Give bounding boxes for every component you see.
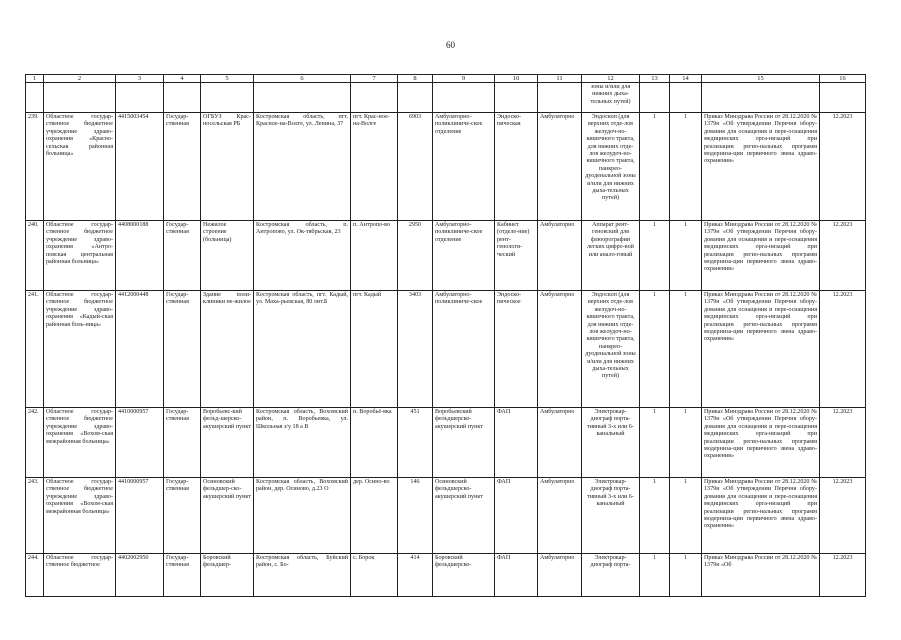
room-type: ФАП — [495, 478, 538, 554]
organization-name: Областное государ-ственное бюджетное — [44, 554, 116, 597]
department-name: Воробьевский фельдшерско-акушерский пункт — [433, 408, 495, 478]
page-number: 60 — [446, 40, 455, 50]
ownership-form: Государ-ственная — [164, 554, 201, 597]
facility-name: Воробьевс-кий фельд-шерско-акушерский пункт — [201, 408, 254, 478]
equipment-name: Электрокар-диограф порта- — [582, 554, 640, 597]
quantity-2: 1 — [670, 113, 702, 221]
department-name: Осиновский фельдшерско-акушерский пункт — [433, 478, 495, 554]
column-number: 14 — [670, 75, 702, 83]
equipment-name: Эндоскоп (для верхних отде-лов желудоч-но-кишечного тракта, для нижних отде-лов желудоч-но-кишечного тракта, панкрео-дуоденальной зоны и/или для нижних дыха-тельных путей) — [582, 291, 640, 408]
organization-name: Областное государ-ственное бюджетное учреждение здраво-охранения «Кадый-ская районная боль-ница» — [44, 291, 116, 408]
quantity-1: 1 — [640, 291, 670, 408]
locality-name: п. Антропо-во — [351, 221, 398, 291]
equipment-name: Электрокар-диограф порта-тивный 3-х или 6-канальный — [582, 478, 640, 554]
locality-name: с. Борок — [351, 554, 398, 597]
facility-name: Боровский фельдшер- — [201, 554, 254, 597]
population-count: 3403 — [398, 291, 433, 408]
deadline-date: 12.2023 — [820, 113, 866, 221]
column-number: 12 — [582, 75, 640, 83]
facility-address: Костромская область, Буйский район, с. Бо- — [254, 554, 351, 597]
ownership-form: Государ-ственная — [164, 291, 201, 408]
continuation-equipment: зоны и/или для нижних дыха-тельных путей) — [582, 83, 640, 113]
row-number: 244. — [26, 554, 44, 597]
quantity-1: 1 — [640, 554, 670, 597]
population-count: 2950 — [398, 221, 433, 291]
column-number: 2 — [44, 75, 116, 83]
quantity-1: 1 — [640, 113, 670, 221]
legal-basis: Приказ Минздрава России от 28.12.2020 № 1379н «Об утверждении Перечня обору-дования для оснащения и пере-оснащения медицинских орга-низаций при реализации регио-нальных программ модерниза-ции первичного звена здраво-охранения» — [702, 221, 820, 291]
locality-name: дер. Осино-во — [351, 478, 398, 554]
row-number: 242. — [26, 408, 44, 478]
column-number: 4 — [164, 75, 201, 83]
table-row — [26, 554, 866, 597]
column-number: 1 — [26, 75, 44, 83]
department-name: Боровский фельдшерско- — [433, 554, 495, 597]
facility-address: Костромская область, п. Антропово, ул. Ок-тябрьская, 23 — [254, 221, 351, 291]
facility-name: ОГБУЗ Крас-носельская РБ — [201, 113, 254, 221]
equipment-name: Эндоскоп (для верхних отде-лов желудоч-но-кишечного тракта, для нижних отде-лов желудоч-но-кишечного тракта, панкрео-дуоденальной зоны и/или для нижних дыха-тельных путей) — [582, 113, 640, 221]
care-conditions: Амбулаторно — [538, 291, 582, 408]
column-number: 15 — [702, 75, 820, 83]
quantity-2: 1 — [670, 478, 702, 554]
facility-address: Костромская область, пгт. Кадый, ул. Маха-рьевская, 80 лит.Б — [254, 291, 351, 408]
inn-code: 4412000448 — [116, 291, 164, 408]
ownership-form: Государ-ственная — [164, 221, 201, 291]
equipment-name: Электрокар-диограф порта-тивный 3-х или 6-канальный — [582, 408, 640, 478]
inn-code: 4410000957 — [116, 408, 164, 478]
care-conditions: Амбулаторно — [538, 478, 582, 554]
deadline-date: 12.2023 — [820, 408, 866, 478]
department-name: Амбулаторно-поликлиниче-ское — [433, 291, 495, 408]
legal-basis: Приказ Минздрава России от 28.12.2020 № 1379н «Об утверждении Перечня обору-дования для оснащения и пере-оснащения медицинских орга-низаций при реализации регио-нальных программ модерниза-ции первичного звена здраво-охранения» — [702, 478, 820, 554]
population-count: 451 — [398, 408, 433, 478]
table-row — [26, 291, 866, 408]
population-count: 6903 — [398, 113, 433, 221]
quantity-1: 1 — [640, 408, 670, 478]
equipment-name: Аппарат рент-геновский для флюорографии легких цифро-вой или анало-говый — [582, 221, 640, 291]
ownership-form: Государ-ственная — [164, 478, 201, 554]
table-row — [26, 221, 866, 291]
room-type: Кабинет (отделе-ние) рент-генологи-ческий — [495, 221, 538, 291]
table-row — [26, 478, 866, 554]
row-number: 239. — [26, 113, 44, 221]
column-number-row — [26, 75, 866, 83]
table-row — [26, 113, 866, 221]
organization-name: Областное государ-ственное бюджетное учреждение здраво-охранения «Вохом-ская межрайонная больница» — [44, 478, 116, 554]
population-count: 146 — [398, 478, 433, 554]
deadline-date: 12.2023 — [820, 221, 866, 291]
deadline-date: 12.2023 — [820, 478, 866, 554]
facility-address: Костромская область, Вохомский район, п. Воробьевка, ул. Школьная з/у 18 а В — [254, 408, 351, 478]
locality-name: пгт. Крас-ное-на-Волге — [351, 113, 398, 221]
room-type: ФАП — [495, 408, 538, 478]
department-name: Амбулаторно-поликлиниче-ское отделение — [433, 221, 495, 291]
column-number: 9 — [433, 75, 495, 83]
row-number: 240. — [26, 221, 44, 291]
column-number: 3 — [116, 75, 164, 83]
legal-basis: Приказ Минздрава России от 28.12.2020 № 1379н «Об утверждении Перечня обору-дования для оснащения и пере-оснащения медицинских орга-низаций при реализации регио-нальных программ модерниза-ции первичного звена здраво-охранения» — [702, 408, 820, 478]
inn-code: 4408000188 — [116, 221, 164, 291]
locality-name: пгт. Кадый — [351, 291, 398, 408]
inn-code: 4402002950 — [116, 554, 164, 597]
quantity-1: 1 — [640, 221, 670, 291]
column-number: 7 — [351, 75, 398, 83]
inn-code: 4410000957 — [116, 478, 164, 554]
equipment-table — [25, 74, 866, 597]
organization-name: Областное государ-ственное бюджетное учреждение здраво-охранения «Вохом-ская межрайонная больница» — [44, 408, 116, 478]
column-number: 16 — [820, 75, 866, 83]
legal-basis: Приказ Минздрава России от 28.12.2020 № 1379н «Об — [702, 554, 820, 597]
quantity-2: 1 — [670, 221, 702, 291]
legal-basis: Приказ Минздрава России от 28.12.2020 № 1379н «Об утверждении Перечня обору-дования для оснащения и пере-оснащения медицинских орга-низаций при реализации регио-нальных программ модерниза-ции первичного звена здраво-охранения» — [702, 113, 820, 221]
population-count: 414 — [398, 554, 433, 597]
facility-name: Здание поли-клиники не-жилое — [201, 291, 254, 408]
room-type: Эндоско-пическое — [495, 291, 538, 408]
ownership-form: Государ-ственная — [164, 408, 201, 478]
care-conditions: Амбулаторно — [538, 554, 582, 597]
department-name: Амбулаторно-поликлиниче-ское отделение — [433, 113, 495, 221]
locality-name: п. Воробьё-вка — [351, 408, 398, 478]
care-conditions: Амбулаторно — [538, 113, 582, 221]
quantity-2: 1 — [670, 408, 702, 478]
room-type: ФАП — [495, 554, 538, 597]
deadline-date: 12.2023 — [820, 554, 866, 597]
quantity-2: 1 — [670, 291, 702, 408]
column-number: 13 — [640, 75, 670, 83]
row-number: 243. — [26, 478, 44, 554]
column-number: 5 — [201, 75, 254, 83]
care-conditions: Амбулаторно — [538, 408, 582, 478]
quantity-1: 1 — [640, 478, 670, 554]
continuation-row — [26, 83, 866, 113]
column-number: 6 — [254, 75, 351, 83]
inn-code: 4415003454 — [116, 113, 164, 221]
column-number: 8 — [398, 75, 433, 83]
ownership-form: Государ-ственная — [164, 113, 201, 221]
organization-name: Областное государ-ственное бюджетное учреждение здраво-охранения «Красно-сельская районная больница» — [44, 113, 116, 221]
organization-name: Областное государ-ственное бюджетное учреждение здраво-охранения «Антро-повская центральная районная больница» — [44, 221, 116, 291]
facility-name: Осиновский фельдшер-ско-акушерский пункт — [201, 478, 254, 554]
room-type: Эндоско-пическая — [495, 113, 538, 221]
deadline-date: 12.2023 — [820, 291, 866, 408]
row-number: 241. — [26, 291, 44, 408]
column-number: 10 — [495, 75, 538, 83]
care-conditions: Амбулаторно — [538, 221, 582, 291]
table-row — [26, 408, 866, 478]
facility-address: Костромская область, Вохомский район, дер. Осиново, д.23 О — [254, 478, 351, 554]
legal-basis: Приказ Минздрава России от 28.12.2020 № 1379н «Об утверждении Перечня обору-дования для оснащения и пере-оснащения медицинских орга-низаций при реализации регио-нальных программ модерниза-ции первичного звена здраво-охранения» — [702, 291, 820, 408]
facility-name: Нежилое строение (больница) — [201, 221, 254, 291]
facility-address: Костромская область, пгт. Красное-на-Волге, ул. Ленина, 37 — [254, 113, 351, 221]
quantity-2: 1 — [670, 554, 702, 597]
column-number: 11 — [538, 75, 582, 83]
